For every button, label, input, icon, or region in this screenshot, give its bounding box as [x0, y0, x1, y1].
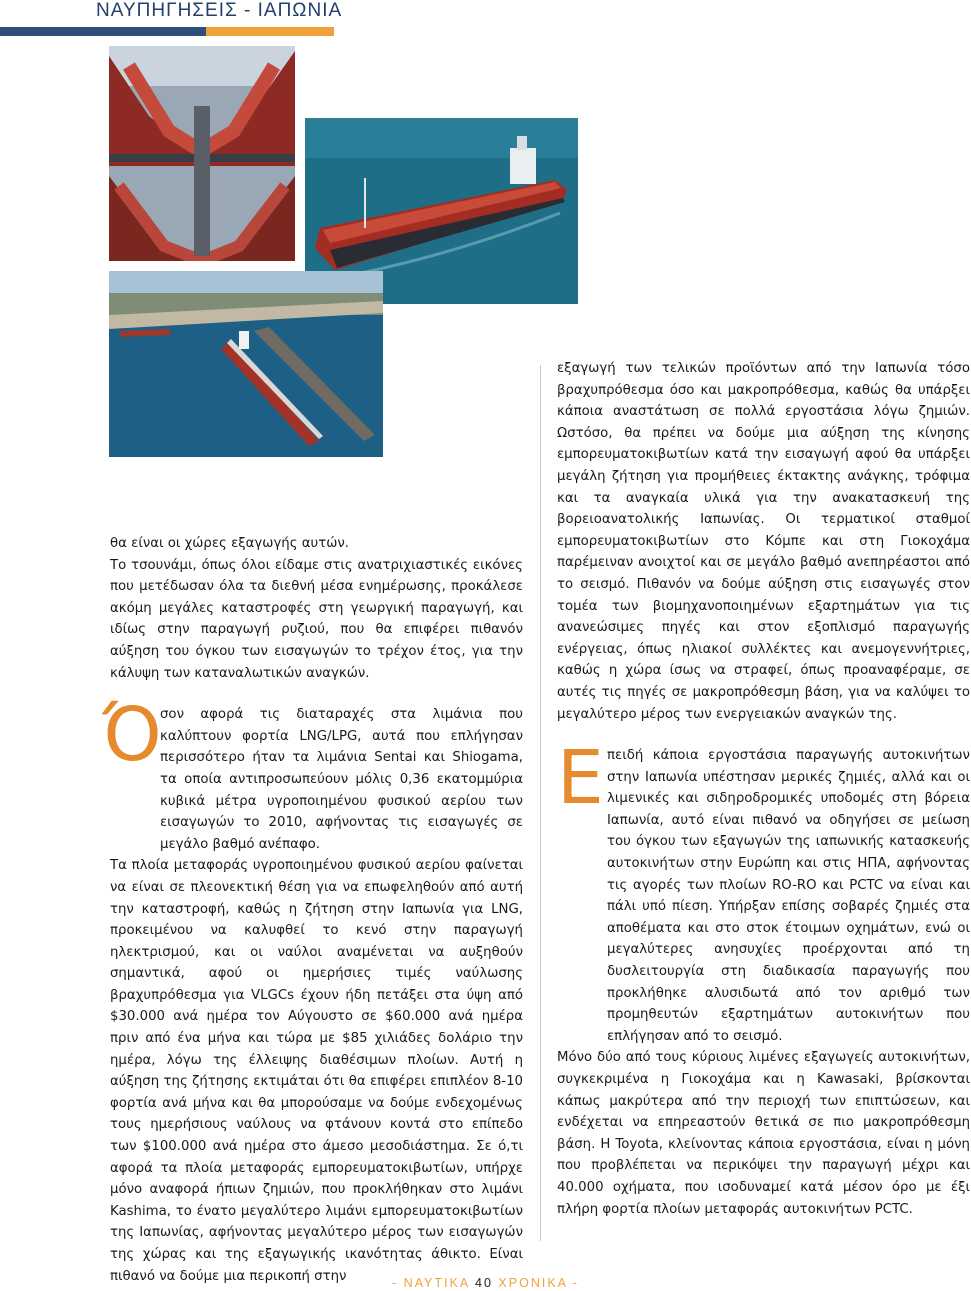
- page-number: 40: [475, 1276, 493, 1290]
- ships-at-harbour-pier-photo: [109, 271, 383, 457]
- header-bar-orange: [206, 27, 334, 36]
- page-footer: [0, 1276, 971, 1290]
- right-paragraph-3: Μόνο δύο από τους κύριους λιμένες εξαγωγείς αυτοκινήτων, συγκεκριμένα η Γιοκοχάμα και η Kawasaki, βρίσκονται κάπως μακρύτερα από την περιοχή των επιπτώσεων, και ενδέχεται να επηρεαστούν θετικά σε πιο μακροπρόθεσμη βάση. Η Toyota, κλείνοντας κάποια εργοστάσια, είναι η μόνη που προβλέπεται να περικόψει την παραγωγή μέχρι και 40.000 οχήματα, που ισοδυναμεί κατά μέσον όρο με έξι πλήρη φορτία πλοίων μεταφοράς αυτοκινήτων PCTC.: [557, 1050, 970, 1217]
- footer-left-text: - ΝΑΥΤΙΚΑ: [392, 1276, 470, 1290]
- header-bar-blue: [0, 27, 206, 36]
- right-dropcap-block: [557, 735, 970, 1047]
- left-text-column: [102, 533, 523, 1287]
- section-header-title: ΝΑΥΠΗΓΗΣΕΙΣ - ΙΑΠΩΝΙΑ: [96, 0, 343, 21]
- right-paragraph-1: εξαγωγή των τελικών προϊόντων από την Ιαπωνία τόσο βραχυπρόθεσμα όσο και μακροπρόθεσμα, καθώς θα υπάρξει κάποια αναστάτωση σε πολλά εργοστάσια λόγω ζημιών. Ωστόσο, θα πρέπει να δούμε μια αύξηση της κίνησης εμπορευματοκιβωτίων κατά την εισαγωγή αφού θα υπάρξει μεγάλη ζήτηση για προμήθειες έκτακτης ανάγκης, τρόφιμα και τα αναγκαία υλικά για την ανακατασκευή της βορειοανατολικής Ιαπωνίας. Οι τερματικοί σταθμοί εμπορευματοκιβωτίων στο Κόμπε και στη Γιοκοχάμα παρέμειναν ανοιχτοί και σε μεγάλο βαθμό ανεπηρέαστοι από το σεισμό. Πιθανόν να δούμε αύξηση στις εισαγωγές στον τομέα των βιομηχανοποιημένων εξαρτημάτων για τις ανανεώσιμες πηγές και στον εξοπλισμό παραγωγής ενέργειας, όπως ηλιακοί συλλέκτες και ανεμογεννήτριες, καθώς η χώρα ίσως να στραφεί, όπως προαναφέραμε, σε αυτές τις πηγές σε μακροπρόθεσμη βάση, για να καλύψει το μεγαλύτερο μέρος των ενεργειακών αναγκών της.: [557, 361, 970, 722]
- left-dropcap-block: [102, 692, 523, 855]
- column-divider: [540, 365, 541, 1241]
- right-paragraph-2: πειδή κάποια εργοστάσια παραγωγής αυτοκινήτων στην Ιαπωνία υπέστησαν μερικές ζημιές, αλλά και οι λιμενικές και σιδηροδρομικές υποδομές στη βόρεια Ιαπωνία, αυτό είναι πιθανό να οδηγήσει σε μείωση του όγκου των εξαγωγών της ιαπωνικής κατασκευής αυτοκινήτων στην Ευρώπη και στις ΗΠΑ, αφήνοντας τις αγορές των πλοίων RO-RO και PCTC να είναι και πάλι υπό πίεση. Υπήρξαν επίσης σοβαρές ζημιές στα αποθέματα και στο στοκ έτοιμων οχημάτων, ενώ οι μεγαλύτερες ανησυχίες προέρχονται από τη δυσλειτουργία στη διαδικασία παραγωγής που προκλήθηκε αλυσιδωτά από τον αριθμό των προμηθευτών εξαρτημάτων αυτοκινήτων που επλήγησαν από το σεισμό.: [607, 748, 970, 1044]
- left-paragraph-1: θα είναι οι χώρες εξαγωγής αυτών. Το τσουνάμι, όπως όλοι είδαμε στις ανατριχιαστικές εικόνες που μετέδωσαν όλα τα διεθνή μέσα ενημέρωσης, προκάλεσε ακόμη μεγάλες καταστροφές στη γεωργική παραγωγή, και ιδίως στην παραγωγή ρυζιού, που θα επιφέρει πιθανόν αύξηση του όγκου των εισαγωγών το τρέχον έτος, για την κάλυψη των καταναλωτικών αναγκών.: [110, 536, 523, 681]
- dropcap-letter-right: Ε: [557, 735, 604, 822]
- dropcap-letter-left: Ό: [102, 692, 163, 779]
- drydock-ship-hulls-photo: [109, 46, 295, 261]
- footer-right-text: ΧΡΟΝΙΚΑ -: [498, 1276, 579, 1290]
- left-paragraph-3: Τα πλοία μεταφοράς υγροποιημένου φυσικού αερίου φαίνεται να είναι σε πλεονεκτική θέση για να επωφεληθούν από αυτή την καταστροφή, καθώς η ζήτηση στην Ιαπωνία για LNG, προκειμένου να καλυφθεί το κενό στην παραγωγή ηλεκτρισμού, και οι ναύλοι αναμένεται να αυξηθούν σημαντικά, αφού οι ημερήσιες τιμές ναύλωσης βραχυπρόθεσμα για VLGCs έχουν ήδη πετάξει στα ύψη από $30.000 ανά ημέρα τον Αύγουστο σε $60.000 ανά ημέρα πριν από ένα μήνα και τώρα με $85 χιλιάδες δολάριο την ημέρα, λόγω της έλλειψης διαθέσιμων πλοίων. Αυτή η αύξηση της ζήτησης εκτιμάται ότι θα επιφέρει επιπλέον 8-10 φορτία ανά μήνα και θα μπορούσαμε να δούμε ενδεχομένως τους ημερήσιους ναύλους να φτάνουν κοντά στο επίπεδο των $100.000 ανά ημέρα στο άμεσο μεσοδιάστημα. Σε ό,τι αφορά τα πλοία μεταφοράς εμπορευματοκιβωτίων, υπήρχε μόνο αναφορά ήπιων ζημιών, που προκλήθηκαν στο λιμάνι Kashima, το ένατο μεγαλύτερο λιμάνι εμπορευματοκιβωτίων της Ιαπωνίας, αφήνοντας μεγαλύτερο μέρος των εισαγωγών της χώρας και της εξαγωγικής ικανότητας άθικτο. Είναι πιθανό να δούμε μια περικοπή στην: [110, 858, 523, 1284]
- left-paragraph-2: σον αφορά τις διαταραχές στα λιμάνια που καλύπτουν φορτία LNG/LPG, αυτά που επλήγησαν περισσότερο ήταν τα λιμάνια Sentai και Shiogama, τα οποία αντιπροσωπεύουν μόλις 0,36 εκατομμύρια κυβικά μέτρα υγροποιημένου φυσικού αερίου των εισαγωγών το 2010, αφήνοντας τις εισαγωγές σε μεγάλο βαθμό ανέπαφο.: [160, 707, 523, 852]
- right-text-column: [557, 358, 970, 1220]
